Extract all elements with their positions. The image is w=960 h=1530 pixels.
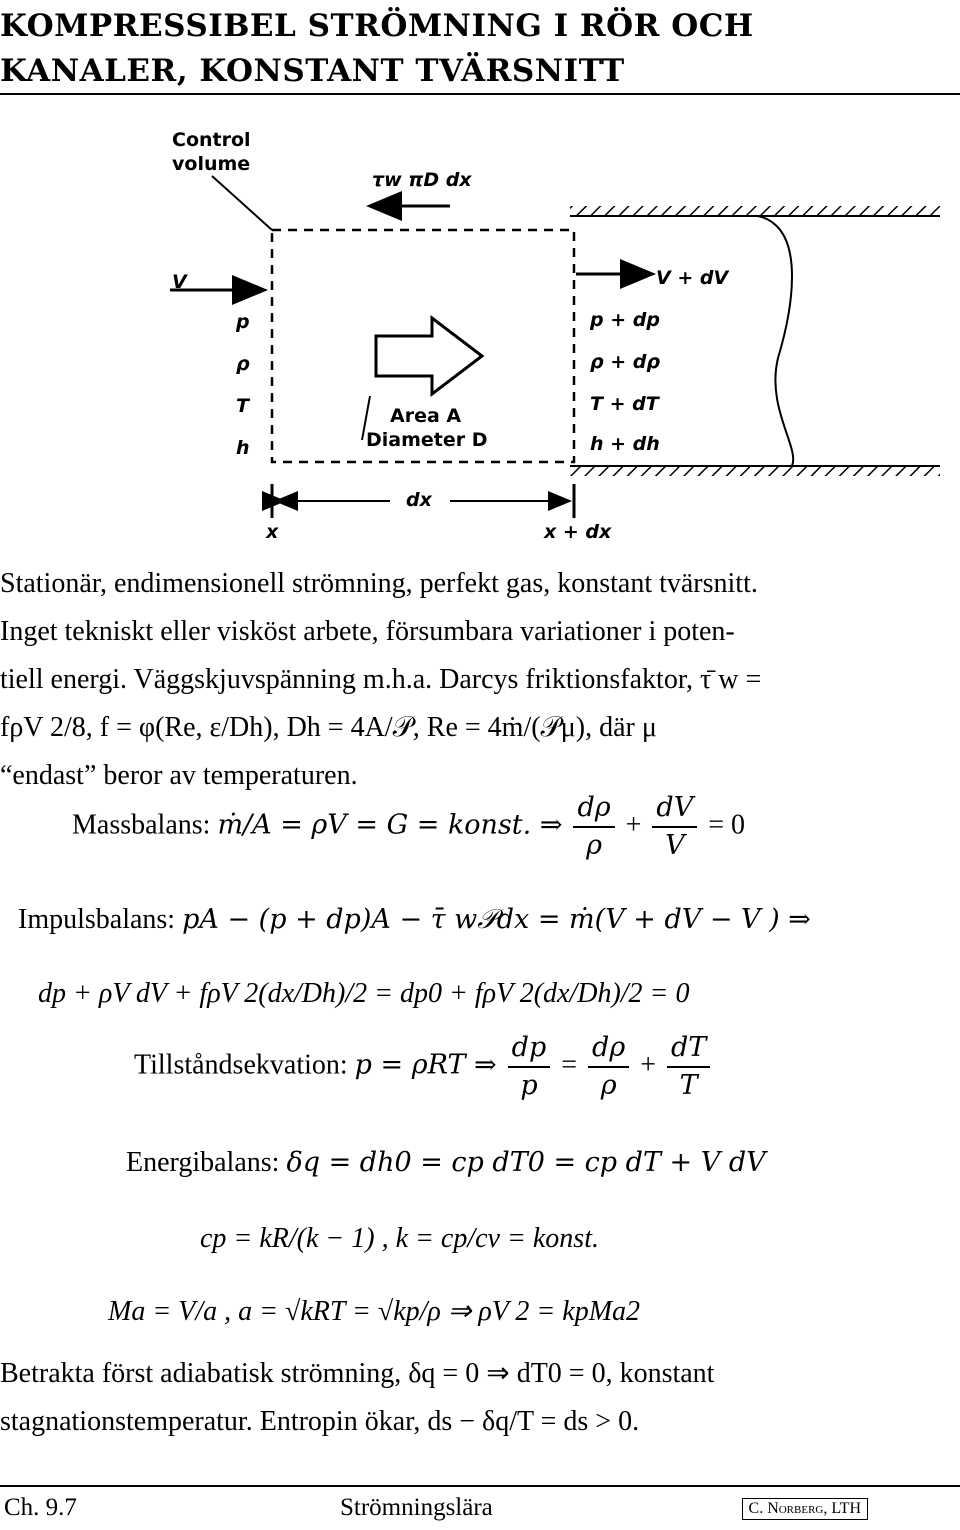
control-volume-figure (150, 118, 950, 558)
mach-number-equation: Ma = V/a , a = √kRT = √kp/ρ ⇒ ρV 2 = kpMa2 (108, 1296, 641, 1327)
state-equation (134, 1030, 714, 1104)
state-fraction-dt (667, 1030, 710, 1104)
page-title (0, 4, 960, 94)
outlet-pressure-label: p + dp (590, 309, 660, 331)
x-position-label: x (266, 521, 279, 543)
control-volume-label-line2: volume (172, 153, 251, 175)
intro-line-1: Stationär, endimensionell strömning, perfekt gas, konstant tvärsnitt. (0, 568, 758, 599)
outlet-temperature-label: T + dT (590, 393, 659, 415)
state-fraction-drho-num: dρ (588, 1030, 629, 1068)
title-line-2: KANALER, KONSTANT TVÄRSNITT (0, 53, 625, 89)
intro-line-2: Inget tekniskt eller visköst arbete, försumbara variationer i poten- (0, 616, 735, 647)
state-equation-label: Tillståndsekvation: (134, 1049, 348, 1081)
dx-label: dx (406, 489, 432, 511)
state-fraction-dt-num: dT (667, 1030, 710, 1068)
outlet-density-label: ρ + dρ (590, 351, 660, 373)
pipe-break-line (758, 216, 793, 466)
state-fraction-drho (588, 1030, 629, 1104)
mass-plus: + (625, 809, 642, 841)
mass-rhs: = 0 (708, 809, 746, 841)
adiabatic-line-2: stagnationstemperatur. Entropin ökar, ds − δq/T = ds > 0. (0, 1406, 640, 1437)
wall-shear-label: τw πD dx (372, 169, 472, 191)
title-divider (0, 93, 960, 95)
outlet-velocity-label: V + dV (656, 267, 729, 289)
control-volume-leader (212, 176, 272, 230)
energy-balance-equation (126, 1143, 766, 1183)
energy-balance-expression: δq = dh0 = cp dT0 = cp dT + V dV (286, 1147, 766, 1178)
page-footer (0, 1494, 960, 1528)
state-plus: + (640, 1049, 657, 1081)
mass-balance-expression: ṁ/A = ρV = G = konst. ⇒ (217, 809, 563, 841)
mass-fraction-dv-num: dV (652, 790, 697, 828)
outlet-enthalpy-label: h + dh (590, 433, 660, 455)
state-fraction-drho-den: ρ (600, 1070, 617, 1101)
state-equation-expression: p = ρRT ⇒ (354, 1049, 497, 1081)
state-fraction-dp (508, 1030, 551, 1104)
mass-fraction-drho-num: dρ (573, 790, 614, 828)
state-equals: = (561, 1049, 578, 1081)
inlet-velocity-label: V (172, 271, 187, 293)
area-label: Area A (390, 405, 462, 427)
mass-balance-label: Massbalans: (72, 809, 211, 841)
diameter-label: Diameter D (366, 429, 488, 451)
adiabatic-paragraph (0, 1350, 960, 1446)
intro-line-4: fρV 2/8, f = φ(Re, ε/Dh), Dh = 4A/𝒫, Re = 4ṁ/(𝒫μ), där μ (0, 712, 657, 743)
momentum-balance-expression: pA − (p + dp)A − τ̄ w𝒫dx = ṁ(V + dV − V ) ⇒ (182, 904, 811, 935)
pipe-wall-top (570, 206, 940, 216)
inlet-temperature-label: T (236, 395, 249, 417)
mass-fraction-drho (573, 790, 614, 864)
x-plus-dx-label: x + dx (544, 521, 612, 543)
intro-line-5: “endast” beror av temperaturen. (0, 760, 358, 791)
footer-chapter: Ch. 9.7 (4, 1494, 77, 1521)
inlet-density-label: ρ (236, 353, 250, 375)
mass-balance-equation (72, 790, 745, 864)
momentum-balance-equation (18, 900, 811, 940)
state-fraction-dp-num: dp (508, 1030, 551, 1068)
inlet-pressure-label: p (236, 311, 250, 333)
adiabatic-line-1: Betrakta först adiabatisk strömning, δq = 0 ⇒ dT0 = 0, konstant (0, 1358, 715, 1389)
mass-fraction-dv (652, 790, 697, 864)
specific-heat-equation: cp = kR/(k − 1) , k = cp/cv = konst. (200, 1223, 599, 1254)
momentum-result-equation: dp + ρV dV + fρV 2(dx/Dh)/2 = dp0 + fρV 2(dx/Dh)/2 = 0 (38, 978, 690, 1009)
mass-fraction-drho-den: ρ (586, 830, 602, 861)
intro-line-3: tiell energi. Väggskjuvspänning m.h.a. Darcys friktionsfaktor, τ̄ w = (0, 664, 762, 695)
control-volume-diagram (150, 118, 950, 558)
title-line-1: KOMPRESSIBEL STRÖMNING I RÖR OCH (0, 8, 754, 44)
footer-subject: Strömningslära (340, 1494, 493, 1521)
control-volume-label-line1: Control (172, 129, 251, 151)
mass-fraction-dv-den: V (665, 830, 685, 861)
flow-direction-arrow (376, 318, 482, 394)
pipe-wall-bottom (570, 466, 940, 476)
momentum-balance-label: Impulsbalans: (18, 904, 176, 935)
state-fraction-dt-den: T (679, 1070, 698, 1101)
footer-author-box: C. Norberg, LTH (742, 1498, 868, 1520)
energy-balance-label: Energibalans: (126, 1147, 280, 1178)
intro-paragraph (0, 560, 960, 800)
inlet-enthalpy-label: h (236, 437, 250, 459)
footer-divider (0, 1485, 960, 1487)
state-fraction-dp-den: p (520, 1070, 538, 1101)
